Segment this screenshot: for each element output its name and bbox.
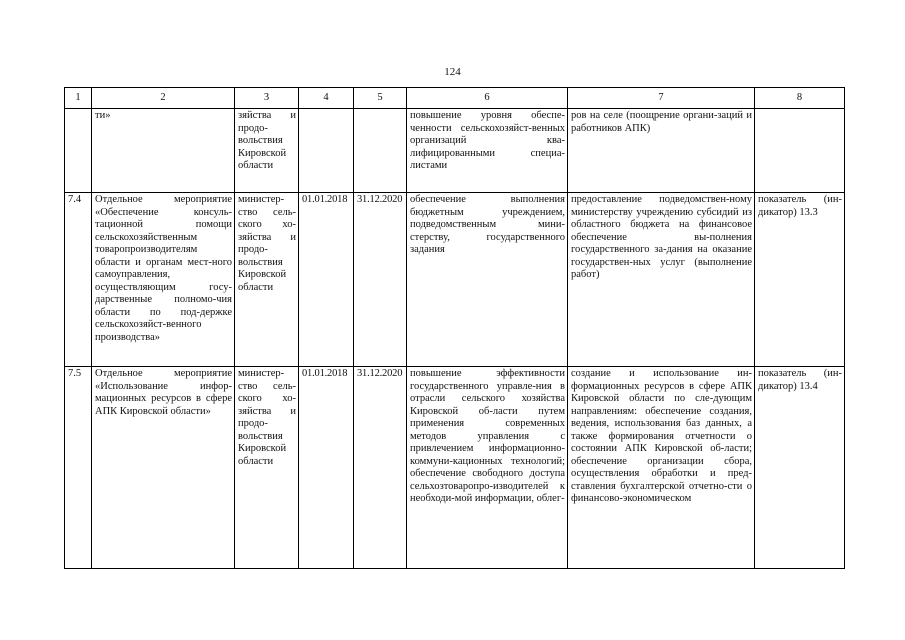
end-date: 31.12.2020 <box>354 193 407 367</box>
executor: министер-ство сель-ского хо-зяйства и продо-вольствия Кировской области <box>235 367 299 569</box>
main-activities: предоставление подведомствен-ному министерству учреждению субсидий из областного бюджета на финансовое обеспечение вы-полнения государственного за-дания на оказание государствен-ных услуг (выполнение работ) <box>568 193 755 367</box>
event-name: Отдельное мероприятие «Использование инфор-мационных ресурсов в сфере АПК Кировской области» <box>92 367 235 569</box>
end-date: 31.12.2020 <box>354 367 407 569</box>
event-name: ти» <box>92 109 235 193</box>
start-date <box>299 109 354 193</box>
table-header-row <box>65 88 845 109</box>
executor: зяйства и продо-вольствия Кировской области <box>235 109 299 193</box>
indicator: показатель (ин-дикатор) 13.3 <box>755 193 845 367</box>
executor: министер-ство сель-ского хо-зяйства и продо-вольствия Кировской области <box>235 193 299 367</box>
column-header: 7 <box>568 88 755 109</box>
column-header: 2 <box>92 88 235 109</box>
column-header: 6 <box>407 88 568 109</box>
main-activities: создание и использование ин-формационных ресурсов в сфере АПК Кировской области по сле-дующим направлениям: обеспечение создания, ведения, использования баз данных, а также формирования отчетности о состоянии АПК Кировской об-ласти; обеспечение организации сбора, осуществления обработки и пред-ставления бухгалтерской отчетно-сти о финансово-экономическом <box>568 367 755 569</box>
column-header: 5 <box>354 88 407 109</box>
program-table <box>64 87 845 569</box>
indicator <box>755 109 845 193</box>
column-header: 3 <box>235 88 299 109</box>
column-header: 8 <box>755 88 845 109</box>
start-date: 01.01.2018 <box>299 367 354 569</box>
page-number: 124 <box>444 66 461 78</box>
start-date: 01.01.2018 <box>299 193 354 367</box>
table-row <box>65 193 845 367</box>
row-number <box>65 109 92 193</box>
expected-result: обеспечение выполнения бюджетным учреждением, подведомственным мини-стерству, государственного задания <box>407 193 568 367</box>
table-row <box>65 367 845 569</box>
column-header: 4 <box>299 88 354 109</box>
expected-result: повышение уровня обеспе-ченности сельскохозяйст-венных организаций ква-лифицированными специа-листами <box>407 109 568 193</box>
table-row <box>65 109 845 193</box>
end-date <box>354 109 407 193</box>
indicator: показатель (ин-дикатор) 13.4 <box>755 367 845 569</box>
row-number: 7.5 <box>65 367 92 569</box>
row-number: 7.4 <box>65 193 92 367</box>
event-name: Отдельное мероприятие «Обеспечение консуль-тационной помощи сельскохозяйственным товаропроизводителям области и органам мест-ного самоуправления, осуществляющим госу-дарственные полномо-чия области по под-держке сельскохозяйст-венного производства» <box>92 193 235 367</box>
main-activities: ров на селе (поощрение органи-заций и работников АПК) <box>568 109 755 193</box>
column-header: 1 <box>65 88 92 109</box>
expected-result: повышение эффективности государственного управле-ния в отрасли сельского хозяйства Кировской об-ласти путем применения современных методов управления с привлечением информационно-коммуни-кационных технологий; обеспечение свободного доступа сельхозтоваропро-изводителей к необходи-мой информации, облег- <box>407 367 568 569</box>
